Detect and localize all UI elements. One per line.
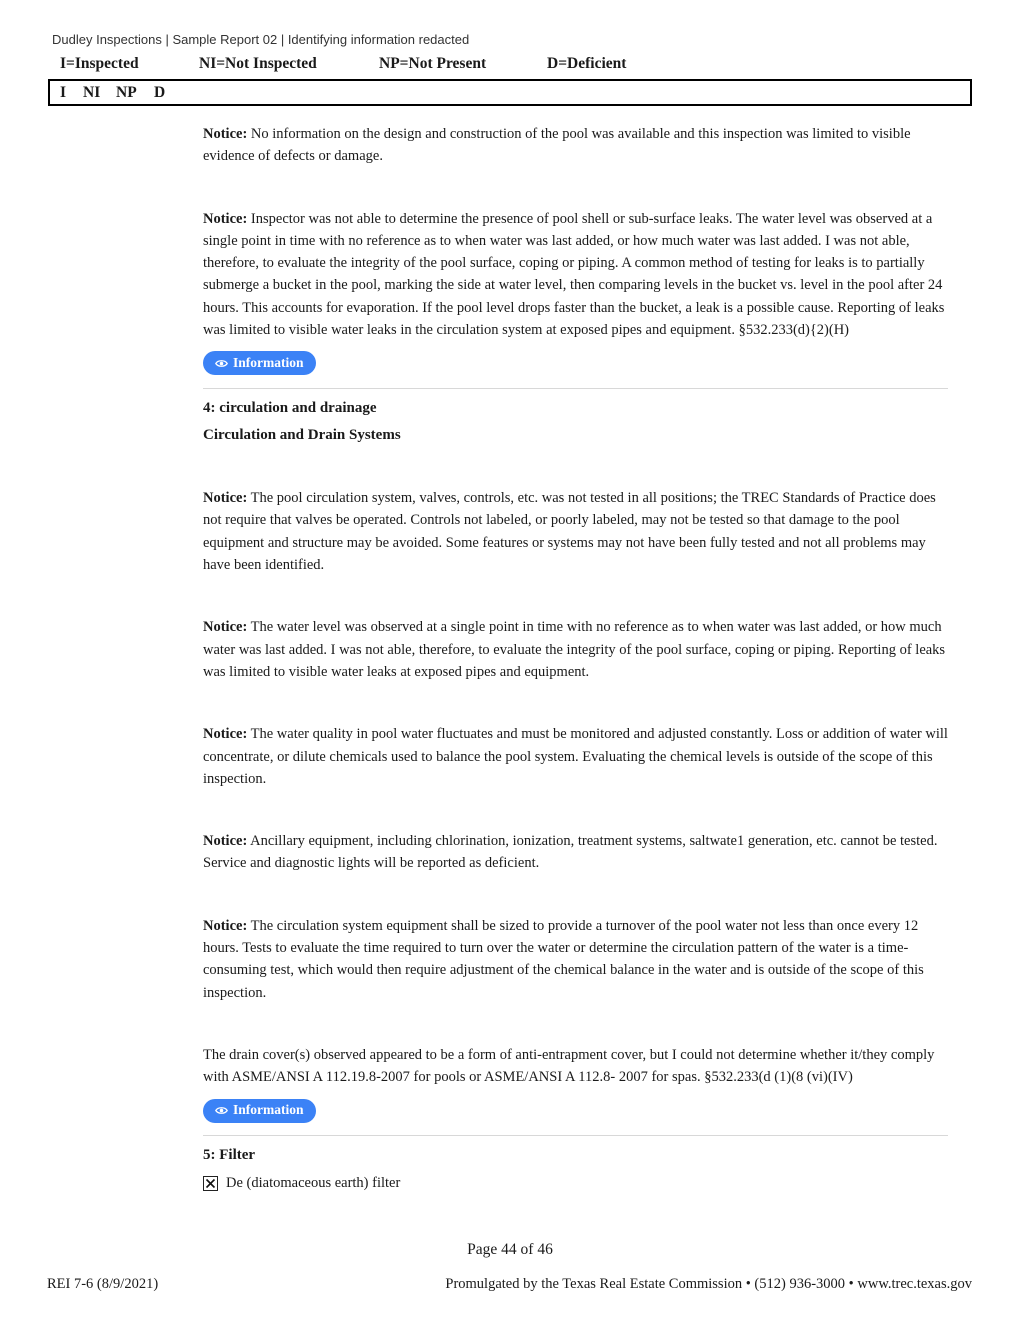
section-divider xyxy=(203,388,948,389)
notice-label: Notice: xyxy=(203,726,248,743)
legend-deficient: D=Deficient xyxy=(547,55,627,72)
notice-label: Notice: xyxy=(203,210,248,227)
notice-text: The pool circulation system, valves, controls, etc. was not tested in all positions; the TREC Standards of Practice does not require that valves be operated. Controls not labeled, or poorly labeled, may not be tested so that damage to the pool equipment and structure may be avoided. Some features or systems may not have been fully tested and not all problems may have been identified. xyxy=(203,490,936,574)
page-number: Page 44 of 46 xyxy=(467,1241,553,1258)
column-ni: NI xyxy=(83,84,101,101)
column-i: I xyxy=(60,84,67,101)
notice-paragraph xyxy=(203,915,948,1004)
notice-text: The water level was observed at a single point in time with no reference as to when water was last added, or how much water was last added. I was not able, therefore, to evaluate the integrity of the pool surface, coping or piping. Reporting of leaks was limited to visible water leaks at exposed pipes and equipment. xyxy=(203,619,946,680)
information-button-label: Information xyxy=(233,355,304,371)
eye-icon xyxy=(215,1104,228,1117)
notice-paragraph xyxy=(203,723,948,790)
notice-text: The circulation system equipment shall be sized to provide a turnover of the pool water not less than once every 12 hours. Tests to evaluate the time required to turn over the water or determine the circulation pattern of the water is a time-consuming test, which would then require adjustment of the chemical balance in the water and is outside of the scope of this inspection. xyxy=(203,917,924,1001)
promulgation-line: Promulgated by the Texas Real Estate Commission • (512) 936-3000 • www.trec.texas.gov xyxy=(445,1276,972,1292)
notice-text: Ancillary equipment, including chlorination, ionization, treatment systems, saltwate1 generation, etc. cannot be tested. Service and diagnostic lights will be reported as deficient. xyxy=(203,833,938,872)
notice-text: No information on the design and construction of the pool was available and this inspection was limited to visible evidence of defects or damage. xyxy=(203,126,911,165)
column-np: NP xyxy=(116,84,137,101)
checked-checkbox[interactable] xyxy=(203,1176,218,1191)
status-column-header xyxy=(48,79,972,106)
notice-label: Notice: xyxy=(203,917,248,934)
information-button[interactable] xyxy=(203,351,316,375)
notice-paragraph xyxy=(203,487,948,576)
notice-text: Inspector was not able to determine the presence of pool shell or sub-surface leaks. The water level was observed at a single point in time with no reference as to when water was last added, or how much water was last added. I was not able, therefore, to evaluate the integrity of the pool surface, coping or piping. A common method of testing for leaks is to partially submerge a bucket in the pool, marking the side at water level, then comparing levels in the bucket vs. level in the pool after 24 hours. This accounts for evaporation. If the pool level drops faster than the bucket, a leak is a possible cause. Reporting of leaks was limited to visible water leaks in the circulation system at exposed pipes and equipment. §532.233(d){2)(H) xyxy=(203,210,945,339)
column-d: D xyxy=(154,84,166,101)
checkbox-label: De (diatomaceous earth) filter xyxy=(226,1175,401,1192)
legend-not-inspected: NI=Not Inspected xyxy=(199,55,317,72)
legend-not-present: NP=Not Present xyxy=(379,55,487,72)
form-number: REI 7-6 (8/9/2021) xyxy=(47,1276,159,1292)
legend xyxy=(60,55,760,75)
notice-label: Notice: xyxy=(203,833,248,850)
information-button-label: Information xyxy=(233,1102,304,1118)
drain-cover-paragraph: The drain cover(s) observed appeared to be a form of anti-entrapment cover, but I could not determine whether it/they comply with ASME/ANSI A 112.19.8-2007 for pools or ASME/ANSI A 112.8- 2007 for spas. §532.233(d (1)(8 (vi)(IV) xyxy=(203,1046,935,1086)
notice-text: The water quality in pool water fluctuates and must be monitored and adjusted constantly. Loss or addition of water will concentrate, or dilute chemicals used to balance the pool system. Evaluating the chemical levels is outside of the scope of this inspection. xyxy=(203,726,948,787)
legend-inspected: I=Inspected xyxy=(60,55,139,72)
report-content xyxy=(203,123,948,1195)
section-5-title: 5: Filter xyxy=(203,1147,256,1164)
information-button[interactable] xyxy=(203,1099,316,1123)
section-divider xyxy=(203,1135,948,1136)
notice-paragraph xyxy=(203,616,948,683)
eye-icon xyxy=(215,357,228,370)
filter-option xyxy=(203,1172,948,1194)
report-header: Dudley Inspections | Sample Report 02 | Identifying information redacted xyxy=(52,32,470,47)
notice-label: Notice: xyxy=(203,490,248,507)
notice-label: Notice: xyxy=(203,126,248,142)
notice-paragraph xyxy=(203,830,948,875)
notice-label: Notice: xyxy=(203,619,248,636)
notice-paragraph xyxy=(203,208,948,342)
section-4-subtitle: Circulation and Drain Systems xyxy=(203,427,401,444)
section-4-title: 4: circulation and drainage xyxy=(203,400,377,417)
notice-paragraph xyxy=(203,123,948,168)
